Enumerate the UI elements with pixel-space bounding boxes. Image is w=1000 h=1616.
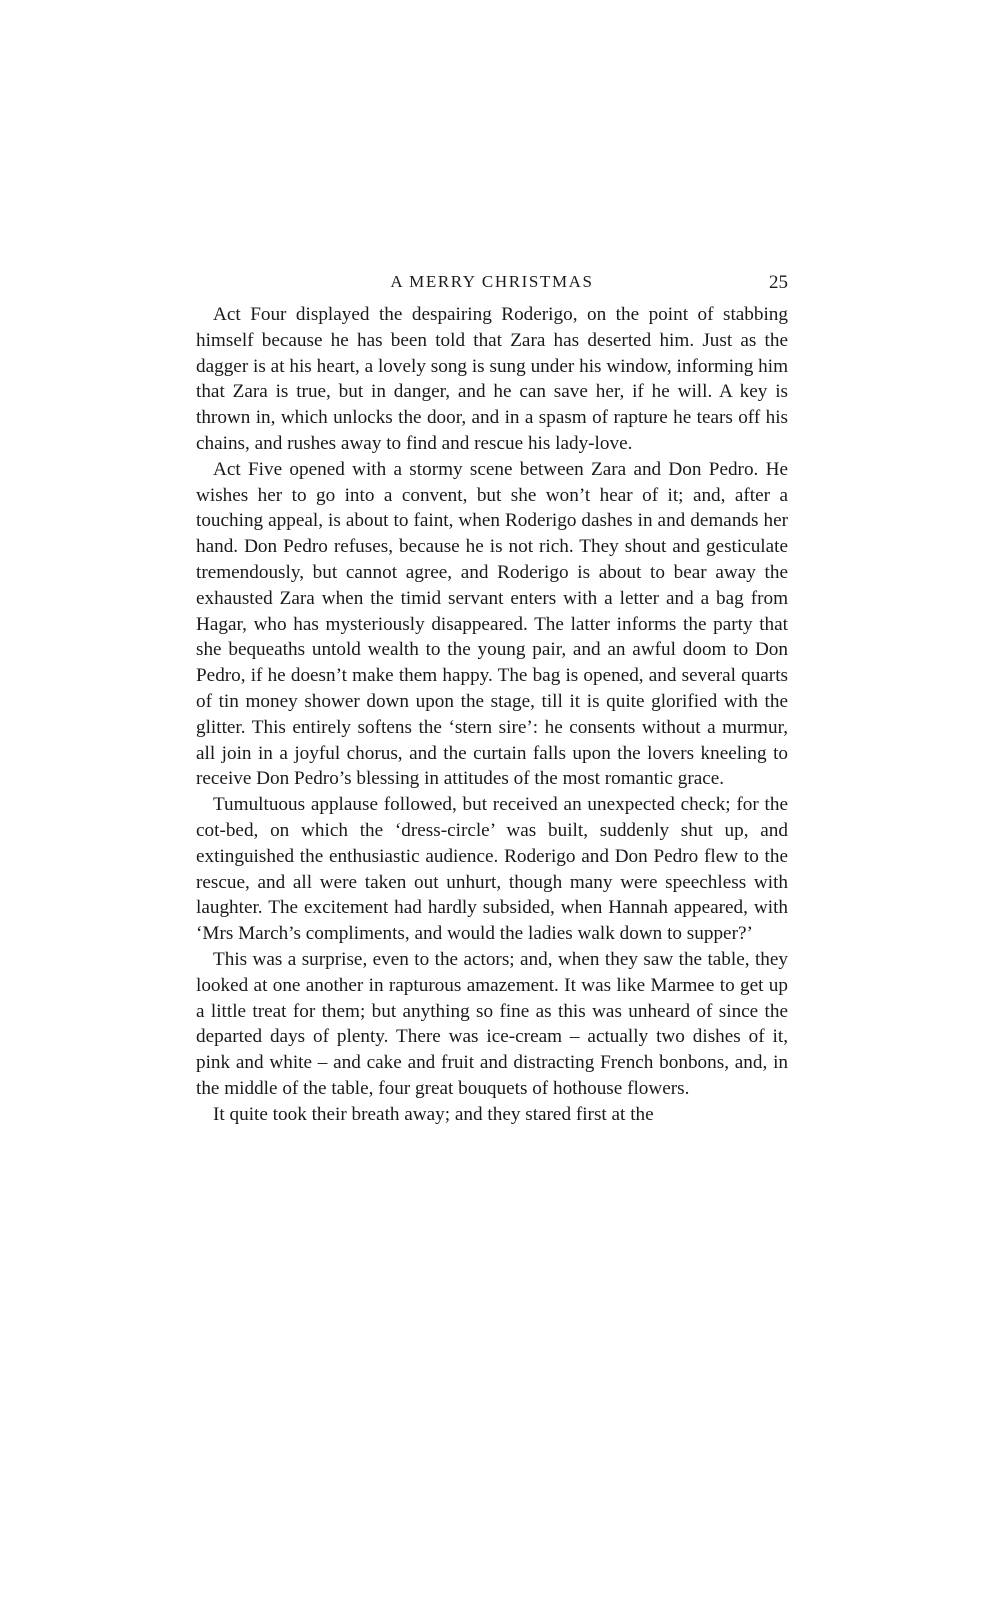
paragraph-applause: Tumultuous applause followed, but received an unexpected check; for the cot-bed, on which the ‘dress-circle’ was built, suddenly shut up, and extinguished the enthusiastic audience. Roderigo and Don Pedro flew to the rescue, and all were taken out unhurt, though many were speechless with laughter. The excitement had hardly subsided, when Hannah appeared, with ‘Mrs March’s compliments, and would the ladies walk down to supper?’ [196,794,788,945]
paragraph-act-five: Act Five opened with a stormy scene between Zara and Don Pedro. He wishes her to go into a convent, but she won’t hear of it; and, after a touching appeal, is about to faint, when Roderigo dashes in and demands her hand. Don Pedro refuses, because he is not rich. They shout and gesticulate tremendously, but cannot agree, and Roderigo is about to bear away the exhausted Zara when the timid servant enters with a letter and a bag from Hagar, who has mysteriously disappeared. The latter informs the party that she bequeaths untold wealth to the young pair, and an awful doom to Don Pedro, if he doesn’t make them happy. The bag is opened, and several quarts of tin money shower down upon the stage, till it is quite glorified with the glitter. This entirely softens the ‘stern sire’: he consents without a murmur, all join in a joyful chorus, and the curtain falls upon the lovers kneeling to receive Don Pedro’s blessing in attitudes of the most romantic grace. [196,458,788,790]
paragraph-act-four: Act Four displayed the despairing Roderigo, on the point of stabbing himself because he has been told that Zara has deserted him. Just as the dagger is at his heart, a lovely song is sung under his window, informing him that Zara is true, but in danger, and he can save her, if he will. A key is thrown in, which unlocks the door, and in a spasm of rapture he tears off his chains, and rushes away to find and rescue his lady-love. [196,304,788,454]
paragraph-supper: This was a surprise, even to the actors; and, when they saw the table, they looked at one another in rapturous amazement. It was like Marmee to get up a little treat for them; but anything so fine as this was unheard of since the departed days of plenty. There was ice-cream – actually two dishes of it, pink and white – and cake and fruit and distracting French bonbons, and, in the middle of the table, four great bouquets of hothouse flowers. [196,948,788,1099]
page-number: 25 [769,272,788,293]
book-page [196,272,788,1128]
running-head [196,272,788,298]
running-title: A MERRY CHRISTMAS [390,272,594,291]
body-text [196,302,788,1128]
paragraph-breath-away: It quite took their breath away; and they stared first at the [213,1103,654,1125]
